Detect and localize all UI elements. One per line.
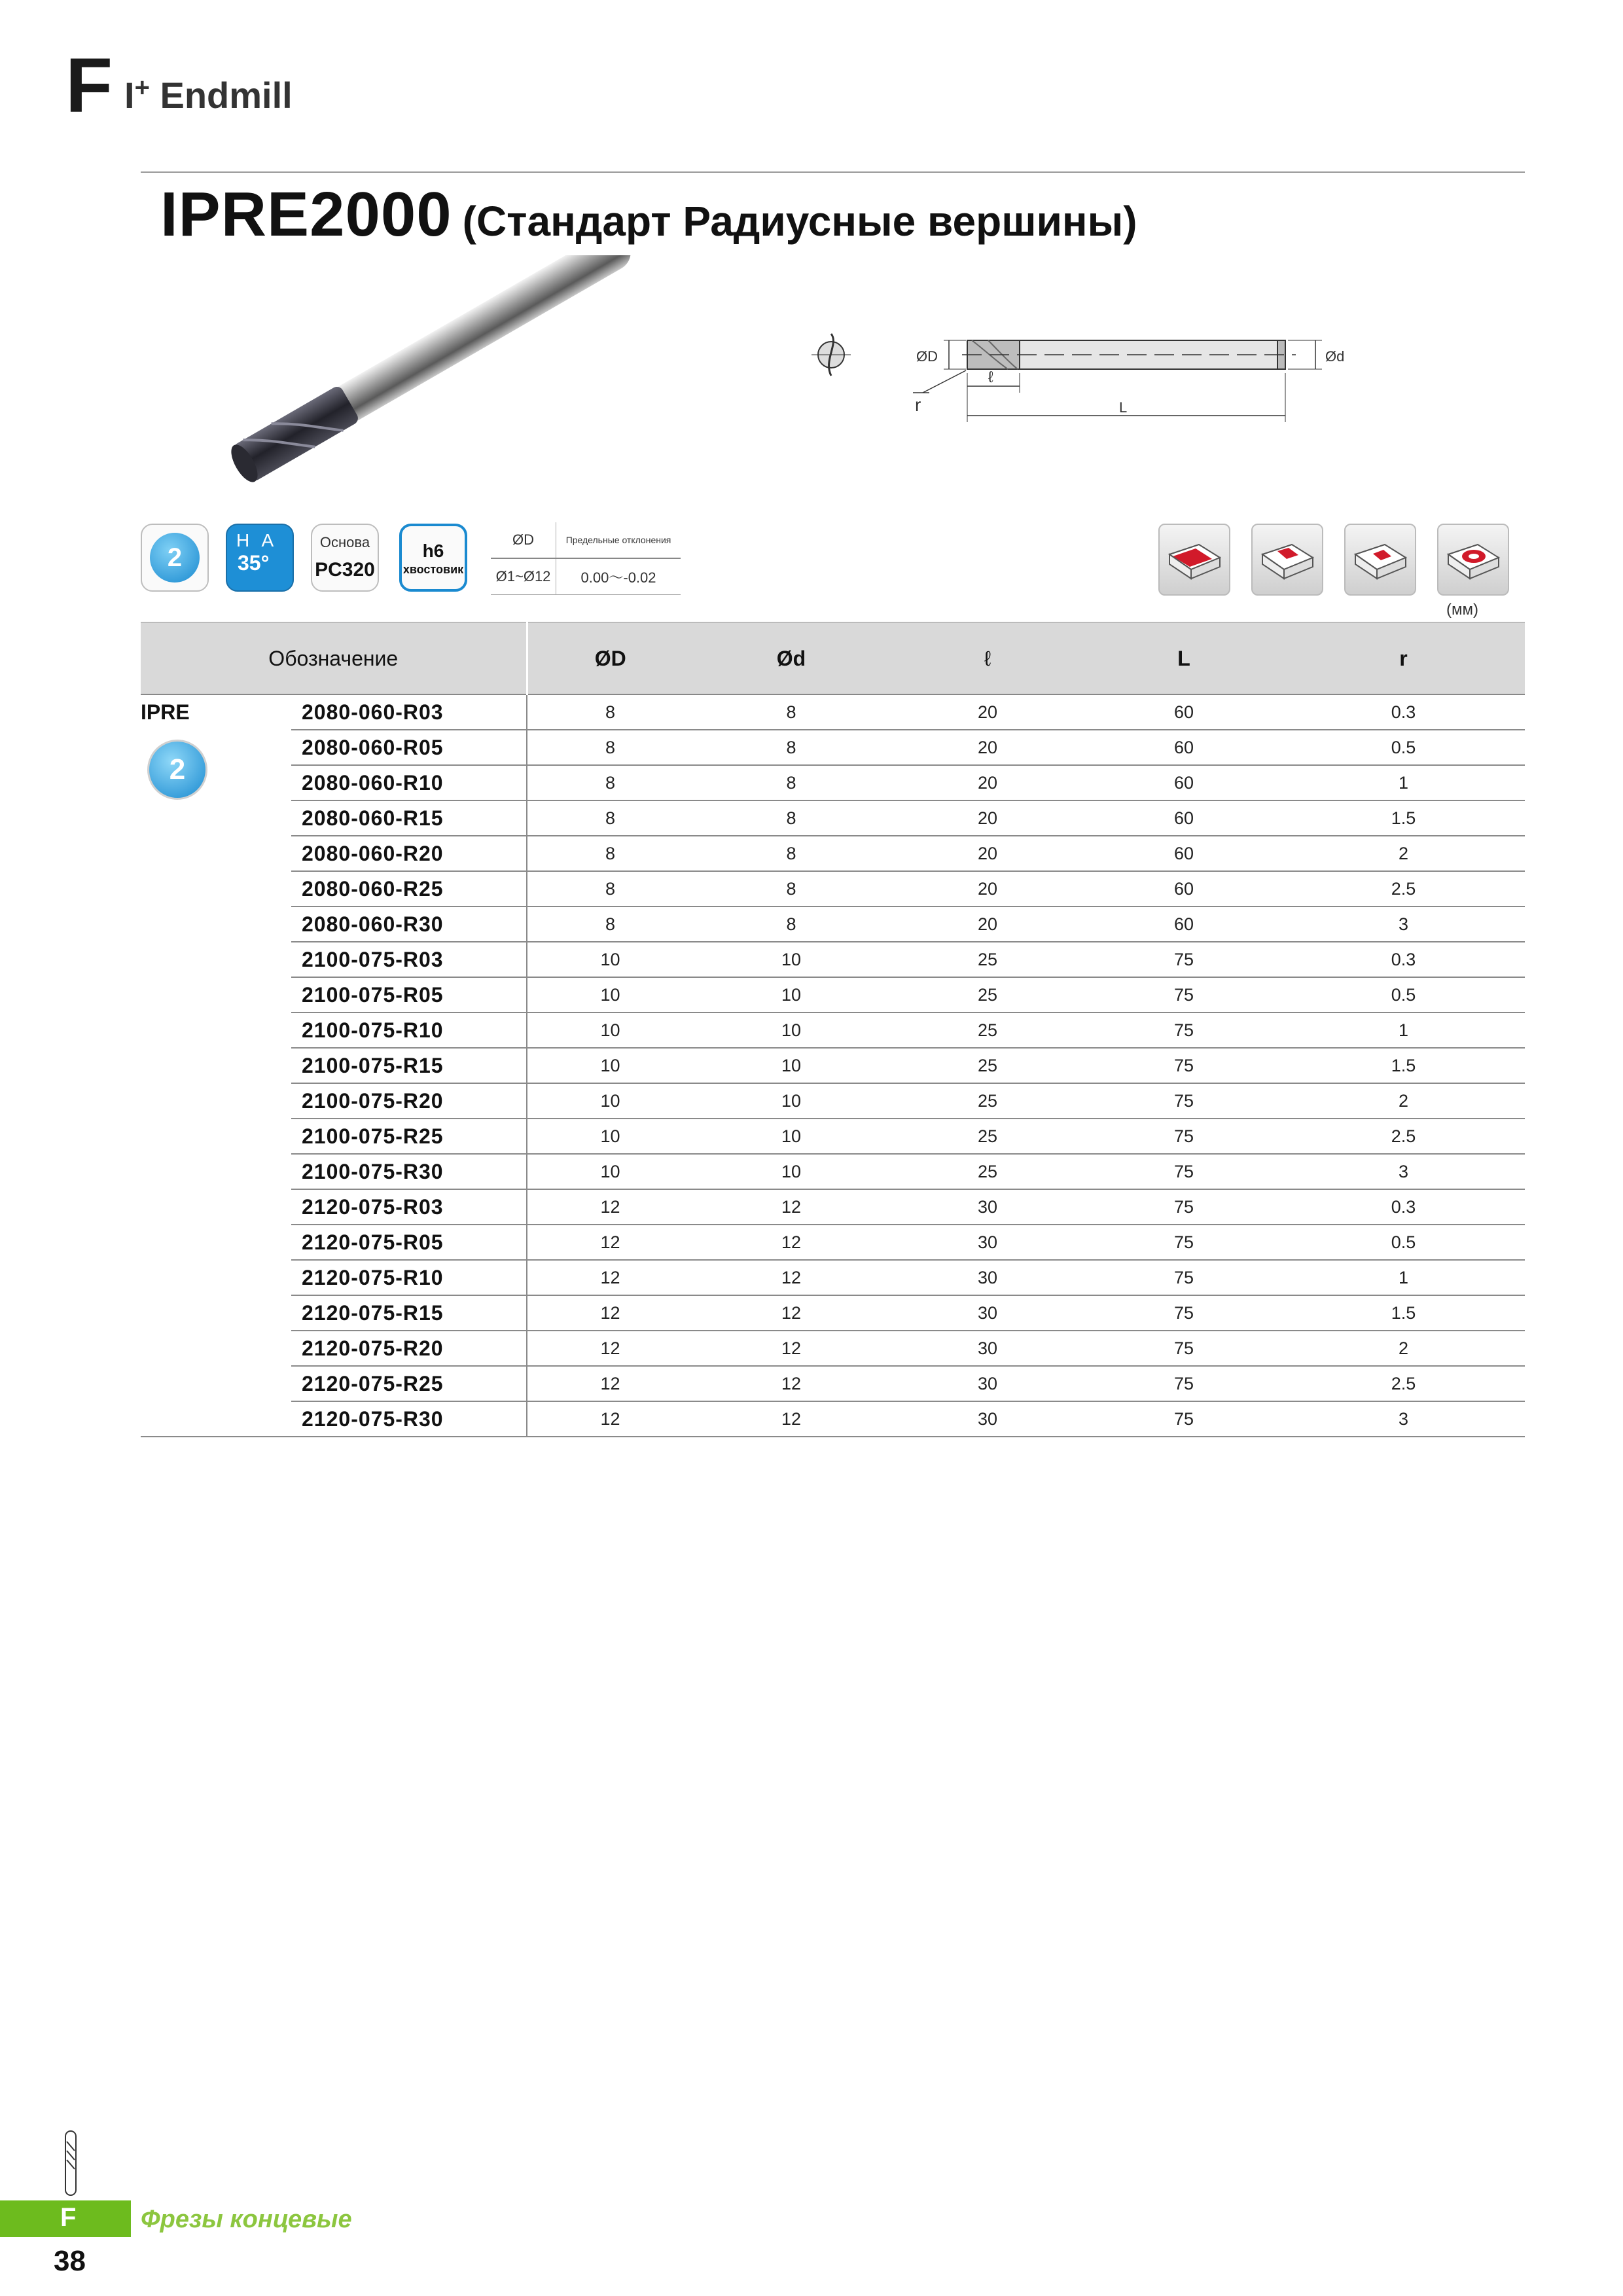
row-code: 2120-075-R20 (291, 1331, 527, 1366)
series-cell (141, 1225, 291, 1260)
row-D: 12 (527, 1401, 693, 1437)
header-designation: Обозначение (141, 622, 527, 694)
row-l: 25 (889, 1048, 1086, 1083)
row-code: 2100-075-R05 (291, 977, 527, 1013)
endmill-photo (216, 255, 674, 504)
row-r: 3 (1282, 1401, 1525, 1437)
grade-icon (311, 524, 379, 592)
row-code: 2120-075-R15 (291, 1295, 527, 1331)
row-l: 30 (889, 1401, 1086, 1437)
helix-angle-icon (226, 524, 294, 592)
table-row (141, 800, 1525, 836)
grade-label: Основа (319, 534, 370, 550)
row-d: 8 (693, 694, 889, 730)
row-d: 8 (693, 906, 889, 942)
row-r: 0.5 (1282, 730, 1525, 765)
row-L: 60 (1086, 694, 1282, 730)
row-code: 2080-060-R03 (291, 694, 527, 730)
table-row (141, 1048, 1525, 1083)
header-divider (141, 171, 1525, 173)
row-l: 30 (889, 1331, 1086, 1366)
table-row (141, 1331, 1525, 1366)
row-r: 2.5 (1282, 1366, 1525, 1401)
row-r: 1 (1282, 1260, 1525, 1295)
row-d: 8 (693, 800, 889, 836)
row-d: 12 (693, 1189, 889, 1225)
shank-tolerance-value: h6 (422, 541, 444, 561)
table-row (141, 1119, 1525, 1154)
diagram-label-d: Ød (1325, 348, 1345, 365)
row-r: 0.5 (1282, 977, 1525, 1013)
diagram-label-r: r (915, 395, 921, 415)
flute-count-icon (141, 524, 209, 592)
table-row (141, 1260, 1525, 1295)
row-l: 30 (889, 1366, 1086, 1401)
row-code: 2120-075-R05 (291, 1225, 527, 1260)
helix-label: H A (236, 530, 278, 550)
header-D: ØD (527, 622, 693, 694)
row-D: 12 (527, 1295, 693, 1331)
header-L: L (1086, 622, 1282, 694)
flute-count-value: 2 (150, 533, 200, 583)
row-L: 75 (1086, 1119, 1282, 1154)
diagram-label-l: ℓ (988, 368, 993, 386)
row-D: 12 (527, 1225, 693, 1260)
row-d: 10 (693, 1154, 889, 1189)
row-l: 25 (889, 1154, 1086, 1189)
row-d: 8 (693, 836, 889, 871)
row-L: 75 (1086, 1013, 1282, 1048)
series-cell (141, 836, 291, 871)
table-header-row (141, 622, 1525, 694)
row-r: 2 (1282, 1331, 1525, 1366)
series-cell (141, 977, 291, 1013)
row-L: 75 (1086, 1048, 1282, 1083)
row-d: 12 (693, 1260, 889, 1295)
row-r: 1.5 (1282, 1048, 1525, 1083)
row-r: 2.5 (1282, 871, 1525, 906)
product-code: IPRE2000 (160, 179, 452, 249)
row-D: 12 (527, 1189, 693, 1225)
table-row (141, 977, 1525, 1013)
series-cell (141, 906, 291, 942)
row-r: 0.3 (1282, 694, 1525, 730)
row-r: 2.5 (1282, 1119, 1525, 1154)
row-L: 60 (1086, 800, 1282, 836)
row-d: 12 (693, 1401, 889, 1437)
row-L: 75 (1086, 1331, 1282, 1366)
series-cell (141, 1295, 291, 1331)
series-cell (141, 1119, 291, 1154)
row-D: 8 (527, 906, 693, 942)
row-r: 1.5 (1282, 1295, 1525, 1331)
row-code: 2120-075-R10 (291, 1260, 527, 1295)
series-cell (141, 1083, 291, 1119)
table-row (141, 1013, 1525, 1048)
row-r: 1 (1282, 765, 1525, 800)
series-cell (141, 1366, 291, 1401)
shank-label: хвостовик (402, 563, 464, 576)
series-cell (141, 1189, 291, 1225)
table-row (141, 1189, 1525, 1225)
row-l: 30 (889, 1225, 1086, 1260)
row-code: 2100-075-R15 (291, 1048, 527, 1083)
row-code: 2120-075-R30 (291, 1401, 527, 1437)
tolerance-head-diameter: ØD (491, 522, 556, 558)
row-L: 60 (1086, 765, 1282, 800)
row-code: 2100-075-R10 (291, 1013, 527, 1048)
row-d: 12 (693, 1366, 889, 1401)
tolerance-value: 0.00～-0.02 (556, 558, 681, 595)
row-d: 10 (693, 977, 889, 1013)
row-d: 8 (693, 765, 889, 800)
row-l: 25 (889, 1083, 1086, 1119)
row-l: 20 (889, 765, 1086, 800)
series-flute-icon (147, 740, 207, 800)
row-l: 20 (889, 694, 1086, 730)
row-r: 0.3 (1282, 942, 1525, 977)
series-cell (141, 1154, 291, 1189)
table-row (141, 836, 1525, 871)
grade-value: PC320 (315, 559, 375, 581)
row-L: 75 (1086, 1189, 1282, 1225)
row-l: 25 (889, 1119, 1086, 1154)
row-l: 25 (889, 1013, 1086, 1048)
table-row (141, 730, 1525, 765)
row-code: 2100-075-R03 (291, 942, 527, 977)
table-row (141, 1225, 1525, 1260)
table-row (141, 906, 1525, 942)
row-D: 10 (527, 977, 693, 1013)
row-L: 75 (1086, 942, 1282, 977)
table-row (141, 1366, 1525, 1401)
row-D: 12 (527, 1331, 693, 1366)
row-L: 60 (1086, 871, 1282, 906)
row-r: 0.3 (1282, 1189, 1525, 1225)
row-D: 10 (527, 1083, 693, 1119)
row-l: 30 (889, 1295, 1086, 1331)
row-r: 3 (1282, 1154, 1525, 1189)
series-cell (141, 871, 291, 906)
row-r: 1 (1282, 1013, 1525, 1048)
row-code: 2080-060-R30 (291, 906, 527, 942)
section-title-prefix: I (124, 75, 135, 116)
row-d: 10 (693, 1048, 889, 1083)
header-l: ℓ (889, 622, 1086, 694)
row-l: 20 (889, 906, 1086, 942)
row-l: 25 (889, 977, 1086, 1013)
pocketing-icon (1344, 524, 1416, 596)
row-L: 75 (1086, 1295, 1282, 1331)
row-D: 8 (527, 730, 693, 765)
row-code: 2120-075-R03 (291, 1189, 527, 1225)
row-l: 30 (889, 1189, 1086, 1225)
section-title-sup: + (134, 73, 150, 102)
slotting-icon (1251, 524, 1323, 596)
row-d: 10 (693, 942, 889, 977)
row-D: 8 (527, 765, 693, 800)
series-flute-count: 2 (169, 753, 186, 785)
section-title (124, 73, 293, 116)
spec-table (141, 622, 1525, 1437)
row-l: 30 (889, 1260, 1086, 1295)
row-code: 2080-060-R20 (291, 836, 527, 871)
row-r: 2 (1282, 836, 1525, 871)
product-title (160, 179, 1137, 249)
series-cell (141, 800, 291, 836)
row-D: 12 (527, 1366, 693, 1401)
row-code: 2100-075-R30 (291, 1154, 527, 1189)
row-r: 1.5 (1282, 800, 1525, 836)
table-row (141, 1154, 1525, 1189)
row-r: 0.5 (1282, 1225, 1525, 1260)
section-title-rest: Endmill (149, 75, 293, 116)
row-d: 8 (693, 871, 889, 906)
row-d: 12 (693, 1331, 889, 1366)
row-r: 2 (1282, 1083, 1525, 1119)
series-cell (141, 1260, 291, 1295)
series-cell (141, 1331, 291, 1366)
face-milling-icon (1158, 524, 1230, 596)
row-d: 10 (693, 1013, 889, 1048)
row-d: 12 (693, 1225, 889, 1260)
header-d: Ød (693, 622, 889, 694)
table-row (141, 1295, 1525, 1331)
row-d: 10 (693, 1083, 889, 1119)
page-number: 38 (54, 2245, 86, 2277)
row-D: 10 (527, 942, 693, 977)
table-row (141, 765, 1525, 800)
row-L: 75 (1086, 977, 1282, 1013)
row-code: 2080-060-R25 (291, 871, 527, 906)
row-L: 60 (1086, 730, 1282, 765)
row-L: 75 (1086, 1366, 1282, 1401)
row-code: 2080-060-R15 (291, 800, 527, 836)
footer-section-letter: F (60, 2203, 77, 2232)
row-l: 20 (889, 871, 1086, 906)
series-cell (141, 1013, 291, 1048)
endmill-dimension-drawing (798, 314, 1427, 432)
row-l: 20 (889, 836, 1086, 871)
row-D: 10 (527, 1048, 693, 1083)
table-row (141, 871, 1525, 906)
series-cell (141, 1048, 291, 1083)
row-L: 60 (1086, 836, 1282, 871)
product-description: (Стандарт Радиусные вершины) (462, 198, 1137, 245)
row-l: 25 (889, 942, 1086, 977)
profiling-icon (1437, 524, 1509, 596)
row-l: 20 (889, 800, 1086, 836)
row-d: 10 (693, 1119, 889, 1154)
row-L: 75 (1086, 1401, 1282, 1437)
diagram-label-L: L (1119, 399, 1128, 416)
row-code: 2100-075-R20 (291, 1083, 527, 1119)
row-code: 2120-075-R25 (291, 1366, 527, 1401)
row-d: 12 (693, 1295, 889, 1331)
table-row (141, 694, 1525, 730)
row-l: 20 (889, 730, 1086, 765)
table-row (141, 1401, 1525, 1437)
row-L: 75 (1086, 1154, 1282, 1189)
row-L: 75 (1086, 1225, 1282, 1260)
row-D: 10 (527, 1119, 693, 1154)
series-cell (141, 942, 291, 977)
row-D: 8 (527, 694, 693, 730)
row-D: 8 (527, 871, 693, 906)
series-label: IPRE (141, 700, 190, 724)
row-r: 3 (1282, 906, 1525, 942)
tolerance-head-tolerance: Предельные отклонения (556, 522, 681, 558)
shank-tolerance-icon (399, 524, 467, 592)
row-code: 2080-060-R10 (291, 765, 527, 800)
diagram-label-D: ØD (916, 348, 938, 365)
row-code: 2100-075-R25 (291, 1119, 527, 1154)
row-code: 2080-060-R05 (291, 730, 527, 765)
table-row (141, 942, 1525, 977)
row-L: 75 (1086, 1260, 1282, 1295)
row-D: 10 (527, 1013, 693, 1048)
row-D: 12 (527, 1260, 693, 1295)
row-L: 75 (1086, 1083, 1282, 1119)
endmill-footer-icon (58, 2128, 84, 2198)
section-letter: F (65, 43, 113, 129)
row-D: 8 (527, 800, 693, 836)
series-cell (141, 1401, 291, 1437)
header-r: r (1282, 622, 1525, 694)
table-row (141, 1083, 1525, 1119)
row-D: 8 (527, 836, 693, 871)
unit-note: (мм) (1446, 601, 1478, 619)
row-d: 8 (693, 730, 889, 765)
tolerance-table (491, 522, 681, 595)
helix-angle-value: 35° (238, 551, 270, 575)
row-L: 60 (1086, 906, 1282, 942)
row-D: 10 (527, 1154, 693, 1189)
footer-section-label: Фрезы концевые (141, 2206, 352, 2233)
tolerance-range: Ø1~Ø12 (491, 558, 556, 595)
